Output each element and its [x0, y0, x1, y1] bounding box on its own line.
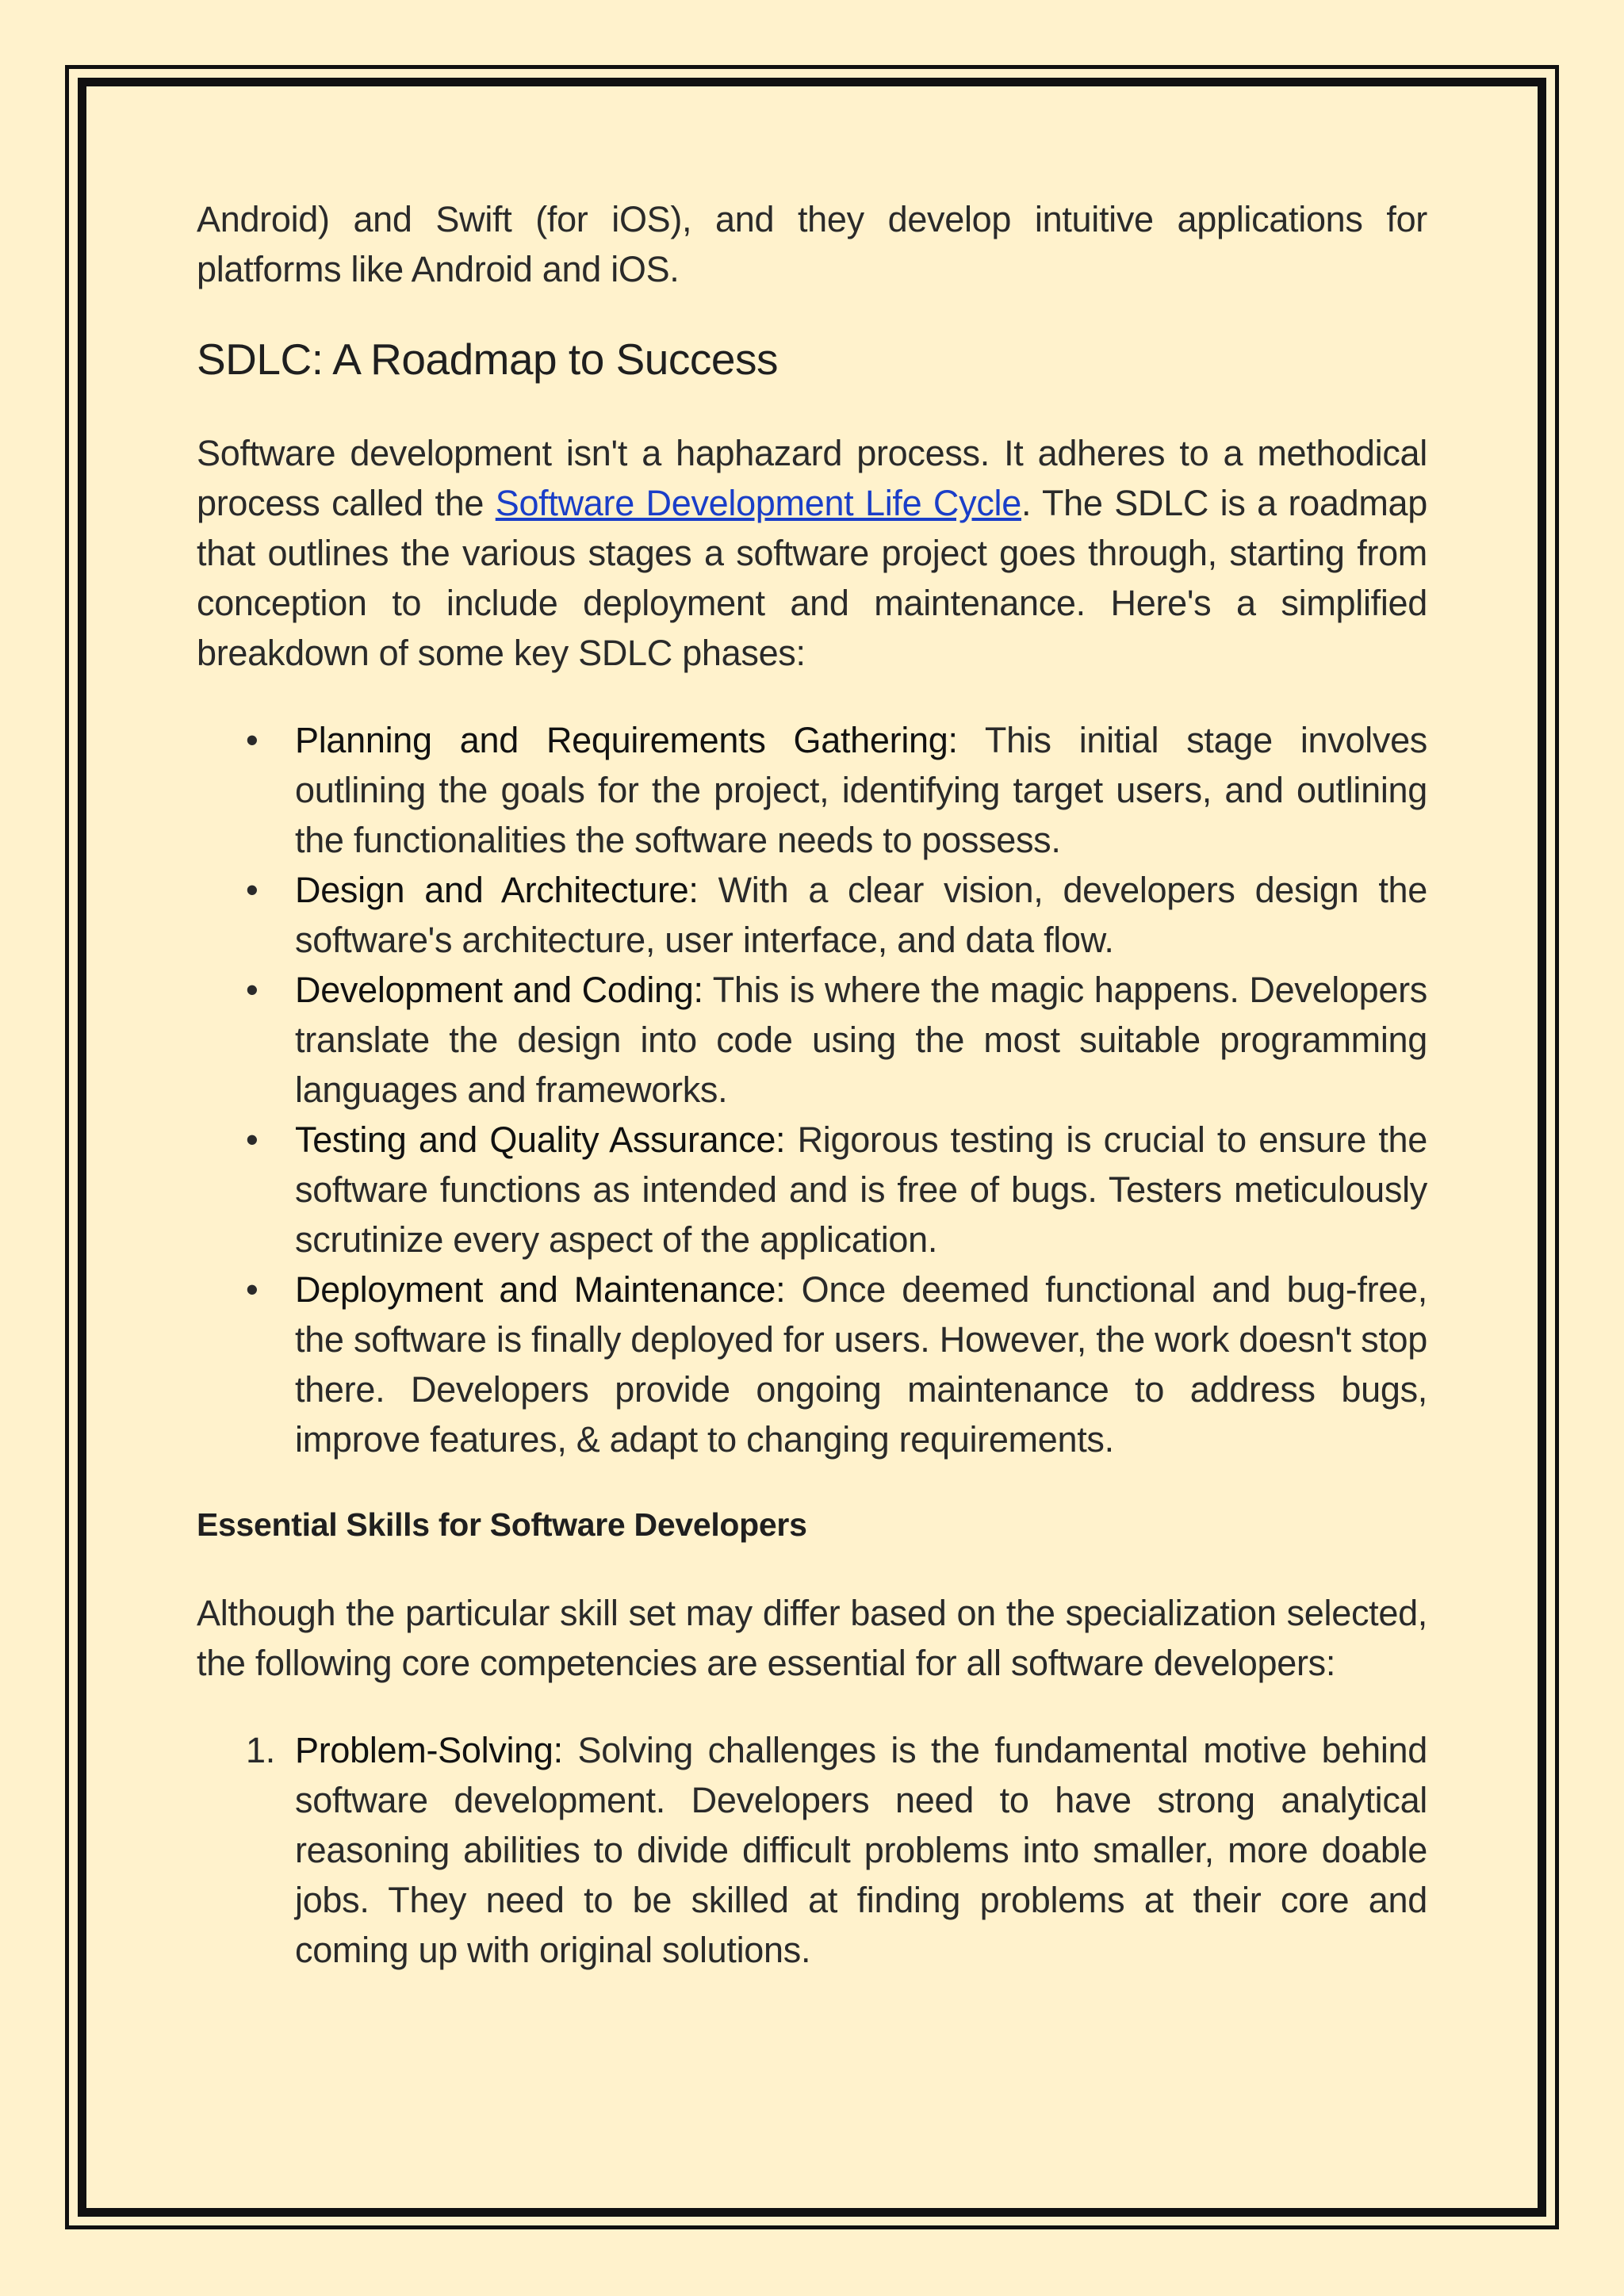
sdlc-paragraph	[197, 428, 1427, 678]
document-content	[197, 194, 1427, 1975]
list-item	[197, 1265, 1427, 1464]
sdlc-link[interactable]: Software Development Life Cycle	[495, 483, 1021, 523]
sdlc-paragraph-end: . The SDLC is a roadmap that outlines the various stages a software project goes through, starting from conception to include deployment and maintenance. Here's a simplified breakdown of some key SDLC phases:	[197, 483, 1428, 673]
phase-text: Once deemed functional and bug-free, the software is finally deployed for users. However, the work doesn't stop there. Developers provide ongoing maintenance to address bugs, improve features, & adapt to changing requirements.	[295, 1269, 1428, 1460]
phase-title: Planning and Requirements Gathering:	[295, 720, 958, 760]
sdlc-paragraph-start: Software development isn't a haphazard process. It adheres to a methodical process called the	[197, 433, 1427, 523]
phase-title: Testing and Quality Assurance:	[295, 1119, 786, 1160]
phase-text: Rigorous testing is crucial to ensure the software functions as intended and is free of bugs. Testers meticulously scrutinize every aspect of the application.	[295, 1119, 1427, 1260]
phase-title: Deployment and Maintenance:	[295, 1269, 786, 1310]
bullet-glyph: •	[246, 1269, 259, 1310]
sdlc-phase-list	[197, 715, 1427, 1464]
list-item	[197, 865, 1427, 965]
list-item	[197, 1115, 1427, 1265]
intro-paragraph: Android) and Swift (for iOS), and they develop intuitive applications for platforms like Android and iOS.	[197, 199, 1427, 289]
phase-title: Design and Architecture:	[295, 870, 699, 910]
phase-text: This is where the magic happens. Developers translate the design into code using the most suitable programming languages and frameworks.	[295, 970, 1427, 1110]
list-item	[197, 1725, 1427, 1975]
skills-list	[197, 1725, 1427, 1975]
phase-text: With a clear vision, developers design the software's architecture, user interface, and data flow.	[295, 870, 1427, 960]
skills-paragraph: Although the particular skill set may differ based on the specialization selected, the following core competencies are essential for all software developers:	[197, 1593, 1427, 1683]
bullet-glyph: •	[246, 1119, 259, 1160]
list-number: 1.	[246, 1730, 275, 1770]
bullet-glyph: •	[246, 970, 259, 1010]
phase-title: Development and Coding:	[295, 970, 703, 1010]
skill-title: Problem-Solving:	[295, 1730, 563, 1770]
sdlc-heading: SDLC: A Roadmap to Success	[197, 335, 778, 384]
skills-heading: Essential Skills for Software Developers	[197, 1506, 807, 1543]
bullet-glyph: •	[246, 870, 259, 910]
list-item	[197, 715, 1427, 865]
phase-text: This initial stage involves outlining the goals for the project, identifying target users, and outlining the functionalities the software needs to possess.	[295, 720, 1427, 860]
skill-text: Solving challenges is the fundamental motive behind software development. Developers need to have strong analytical reasoning abilities to divide difficult problems into smaller, more doable jobs. They need to be skilled at finding problems at their core and coming up with original solutions.	[295, 1730, 1427, 1970]
list-item	[197, 965, 1427, 1115]
bullet-glyph: •	[246, 720, 259, 760]
